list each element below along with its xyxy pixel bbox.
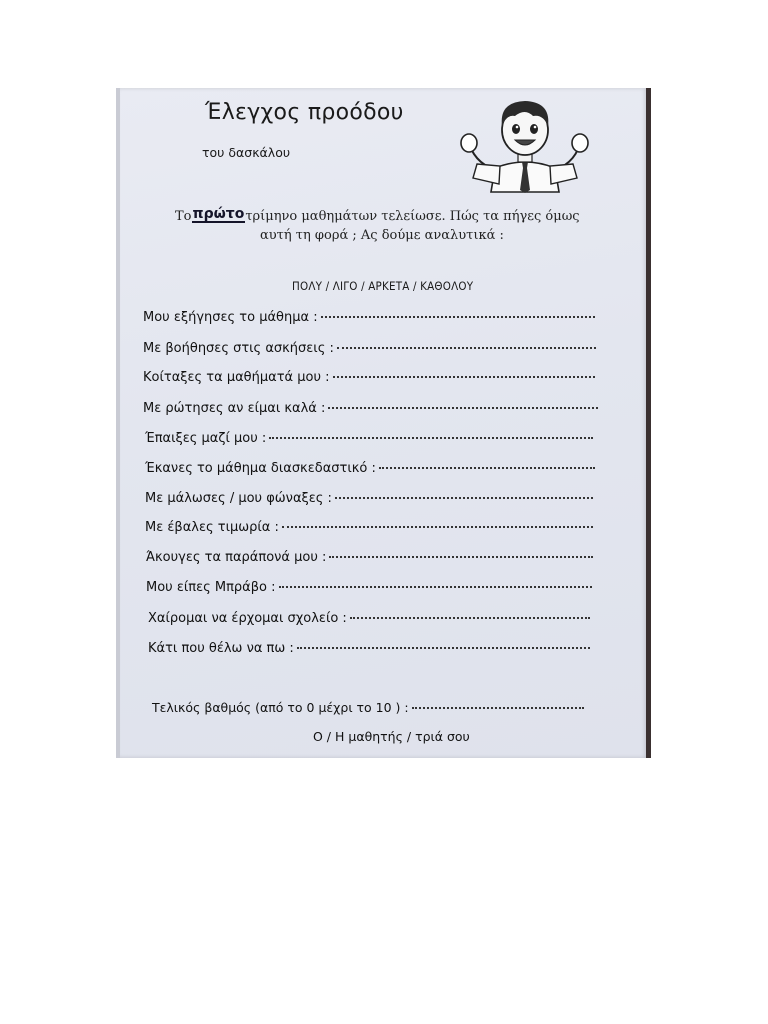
- question-row: [145, 520, 593, 535]
- question-label: Άκουγες τα παράπονά μου :: [146, 550, 327, 565]
- intro-line-1: [175, 206, 580, 225]
- answer-line[interactable]: [279, 586, 593, 588]
- question-row: [145, 431, 593, 446]
- question-label: Κοίταξες τα μαθήματά μου :: [143, 370, 330, 385]
- answer-line[interactable]: [333, 376, 595, 378]
- answer-line[interactable]: [297, 647, 590, 649]
- answer-line[interactable]: [335, 497, 593, 499]
- student-signature-label: Ο / Η μαθητής / τριά σου: [313, 729, 470, 744]
- question-row: [143, 310, 595, 325]
- answer-line[interactable]: [269, 437, 593, 439]
- question-row: [145, 491, 593, 506]
- answer-line[interactable]: [350, 617, 590, 619]
- answer-line[interactable]: [328, 407, 598, 409]
- answer-line[interactable]: [379, 467, 595, 469]
- question-label: Χαίρομαι να έρχομαι σχολείο :: [148, 611, 347, 626]
- question-label: Με έβαλες τιμωρία :: [145, 520, 279, 535]
- filled-word: πρώτο: [192, 206, 245, 222]
- question-label: Μου εξήγησες το μάθημα :: [143, 310, 318, 325]
- question-label: Με ρώτησες αν είμαι καλά :: [143, 401, 326, 416]
- question-row: [143, 341, 596, 356]
- intro-line-2: αυτή τη φορά ; Ας δούμε αναλυτικά :: [260, 228, 504, 243]
- question-label: Με βοήθησες στις ασκήσεις :: [143, 341, 334, 356]
- question-row: [143, 401, 598, 416]
- question-label: Έπαιξες μαζί μου :: [145, 431, 267, 446]
- final-grade-line[interactable]: [412, 707, 584, 709]
- rating-scale: ΠΟΛΥ / ΛΙΓΟ / ΑΡΚΕΤΑ / ΚΑΘΟΛΟΥ: [292, 279, 474, 293]
- answer-line[interactable]: [329, 556, 593, 558]
- question-row: [145, 461, 595, 476]
- question-row: [143, 370, 595, 385]
- question-label: Κάτι που θέλω να πω :: [148, 641, 294, 656]
- final-grade-row: [152, 700, 584, 715]
- question-row: [148, 611, 590, 626]
- answer-line[interactable]: [321, 316, 595, 318]
- question-label: Με μάλωσες / μου φώναξες :: [145, 491, 332, 506]
- intro-before: Το: [175, 209, 192, 224]
- answer-line[interactable]: [337, 347, 596, 349]
- question-row: [146, 550, 593, 565]
- cartoon-boy-icon: [455, 96, 595, 194]
- intro-after: τρίμηνο μαθημάτων τελείωσε. Πώς τα πήγες όμως: [245, 209, 580, 224]
- worksheet-title: Έλεγχος προόδου: [205, 100, 404, 125]
- question-label: Μου είπες Μπράβο :: [146, 580, 276, 595]
- answer-line[interactable]: [282, 526, 593, 528]
- question-row: [146, 580, 592, 595]
- question-row: [148, 641, 590, 656]
- final-grade-label: Τελικός βαθμός (από το 0 μέχρι το 10 ) :: [152, 700, 409, 715]
- worksheet-subtitle: του δασκάλου: [202, 145, 291, 160]
- paper-right-edge: [646, 88, 651, 758]
- question-label: Έκανες το μάθημα διασκεδαστικό :: [145, 461, 376, 476]
